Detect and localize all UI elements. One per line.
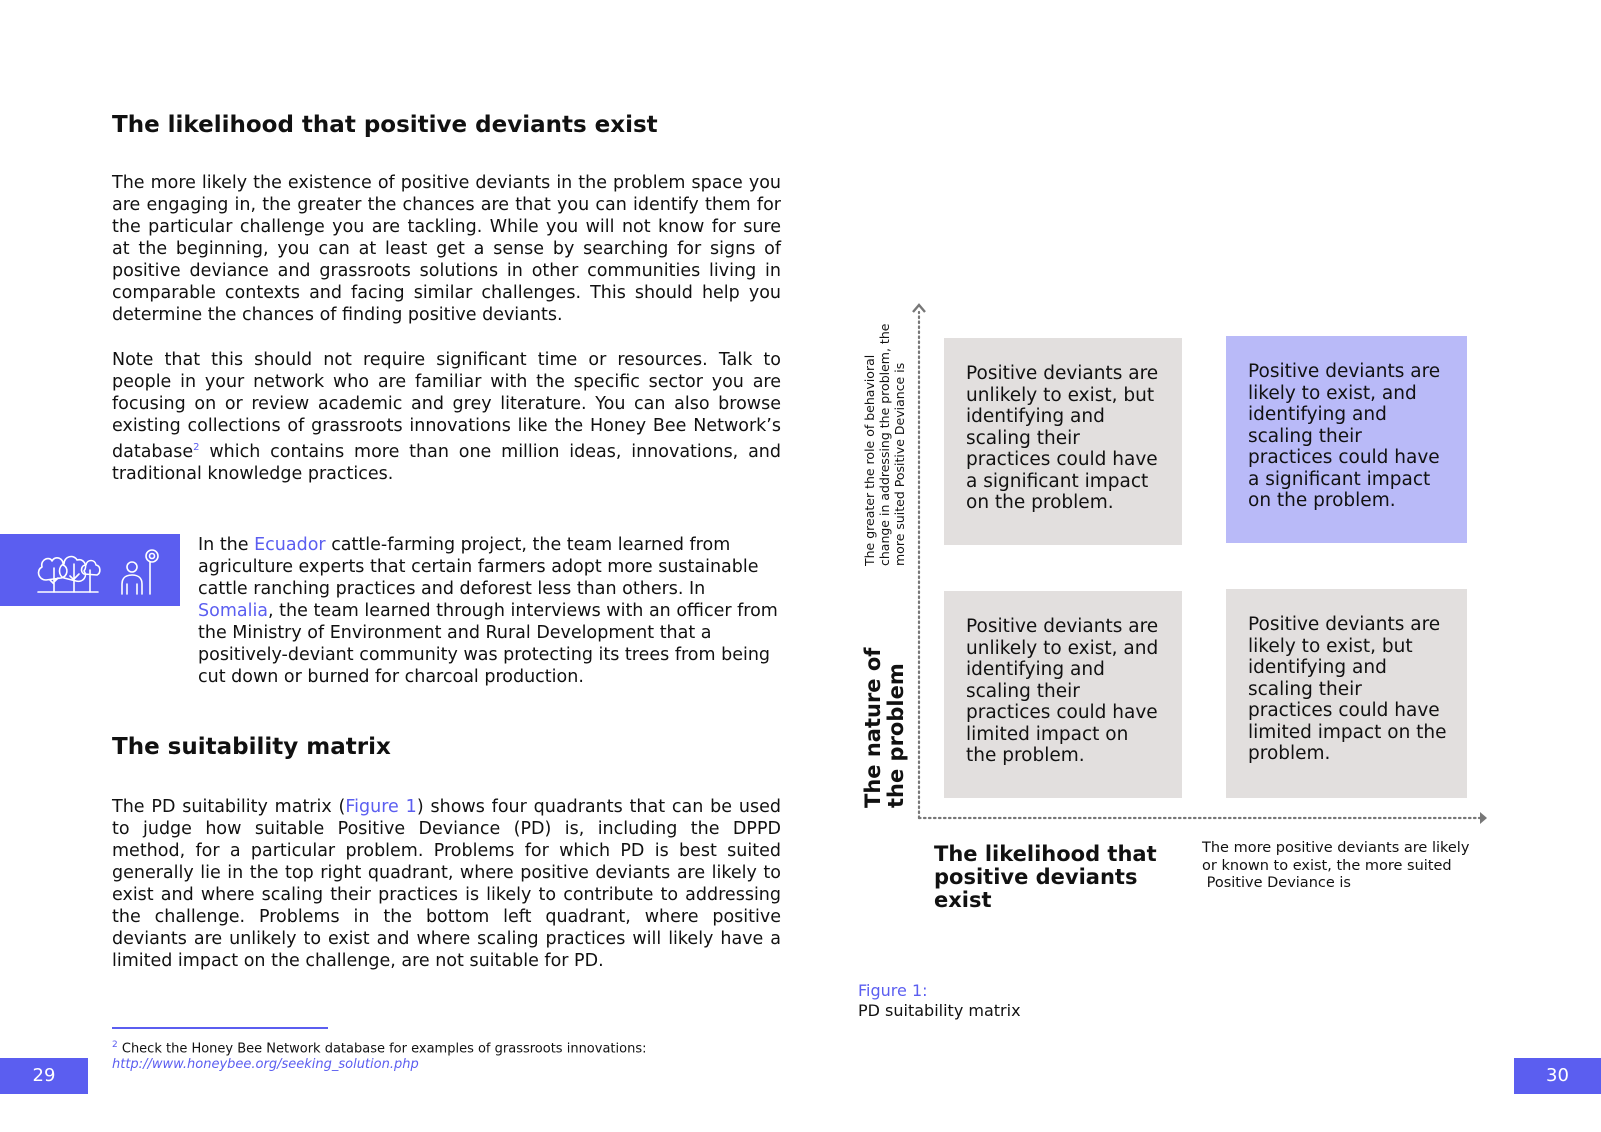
- figure-caption-label: Figure 1:: [858, 981, 928, 1000]
- section-heading-likelihood: The likelihood that positive deviants exist: [112, 112, 658, 138]
- case-text-1: In the: [198, 535, 255, 555]
- paragraph-resources-text: Note that this should not require significant time or resources. Talk to people in your network who are familiar with the specific sector you are focusing on or review academic and grey literature. You can also browse existing collections of grassroots innovations like the Honey Bee Network’s database: [112, 350, 781, 462]
- figure-caption-text: PD suitability matrix: [858, 1001, 1021, 1020]
- case-text-3: , the team learned through interviews with an officer from the Ministry of Environment and Rural Development that a positively-deviant community was protecting its trees from being cut down or burned for charcoal production.: [198, 601, 778, 687]
- footnote-ref-2[interactable]: 2: [193, 442, 200, 453]
- page-number-right: 30: [1514, 1058, 1601, 1094]
- x-axis-note: The more positive deviants are likely or known to exist, the more suited Positive Deviance is: [1202, 840, 1470, 891]
- quadrant-top-right: Positive deviants are likely to exist, and identifying and scaling their practices could have a significant impact on the problem.: [1226, 336, 1467, 543]
- section-heading-matrix: The suitability matrix: [112, 734, 391, 760]
- x-axis-title: The likelihood that positive deviants exist: [934, 842, 1157, 912]
- paragraph-resources-text-end: which contains more than one million ideas, innovations, and traditional knowledge practices.: [112, 441, 781, 484]
- figure-caption: [858, 981, 1021, 1021]
- link-ecuador[interactable]: Ecuador: [254, 535, 326, 555]
- paragraph-likelihood: The more likely the existence of positive deviants in the problem space you are engaging in, the greater the chances are that you can identify them for the particular challenge you are tackling. While you will not know for sure at the beginning, you can at least get a sense by searching for signs of positive deviance and grassroots solutions in other communities living in comparable contexts and facing similar challenges. This should help you determine the chances of finding positive deviants.: [112, 173, 781, 325]
- link-somalia[interactable]: Somalia: [198, 601, 269, 621]
- paragraph-matrix-start: The PD suitability matrix (: [112, 797, 346, 817]
- footnote-text: Check the Honey Bee Network database for examples of grassroots innovations:: [117, 1041, 647, 1057]
- y-axis-title: The nature of the problem: [861, 647, 908, 808]
- y-axis-note: The greater the role of behavioral change in addressing the problem, the more suited Positive Deviance is: [862, 323, 907, 566]
- paragraph-matrix-end: ) shows four quadrants that can be used to judge how suitable Positive Deviance (PD) is, including the DPPD method, for a particular problem. Problems for which PD is best suited generally lie in the top right quadrant, where positive deviants are likely to exist and where scaling their practices is likely to contribute to addressing the challenge. Problems in the bottom left quadrant, where positive deviants are unlikely to exist and where scaling practices will likely have a limited impact on the challenge, are not suitable for PD.: [112, 797, 781, 971]
- quadrant-bottom-right: Positive deviants are likely to exist, but identifying and scaling their practices could have limited impact on the problem.: [1226, 589, 1467, 798]
- footnote-link[interactable]: http://www.honeybee.org/seeking_solution.php: [112, 1057, 419, 1073]
- quadrant-bottom-left: Positive deviants are unlikely to exist, and identifying and scaling their practices could have limited impact on the problem.: [944, 591, 1182, 798]
- footnote-number: 2: [112, 1040, 118, 1050]
- x-axis-arrow-icon: [1480, 812, 1487, 824]
- page-number-left: 29: [0, 1058, 88, 1094]
- link-figure-1[interactable]: Figure 1: [345, 797, 417, 817]
- quadrant-top-left: Positive deviants are unlikely to exist, but identifying and scaling their practices could have a significant impact on the problem.: [944, 338, 1182, 545]
- case-text-2: cattle-farming project, the team learned from agriculture experts that certain farmers adopt more sustainable cattle ranching practices and deforest less than others. In: [198, 535, 759, 599]
